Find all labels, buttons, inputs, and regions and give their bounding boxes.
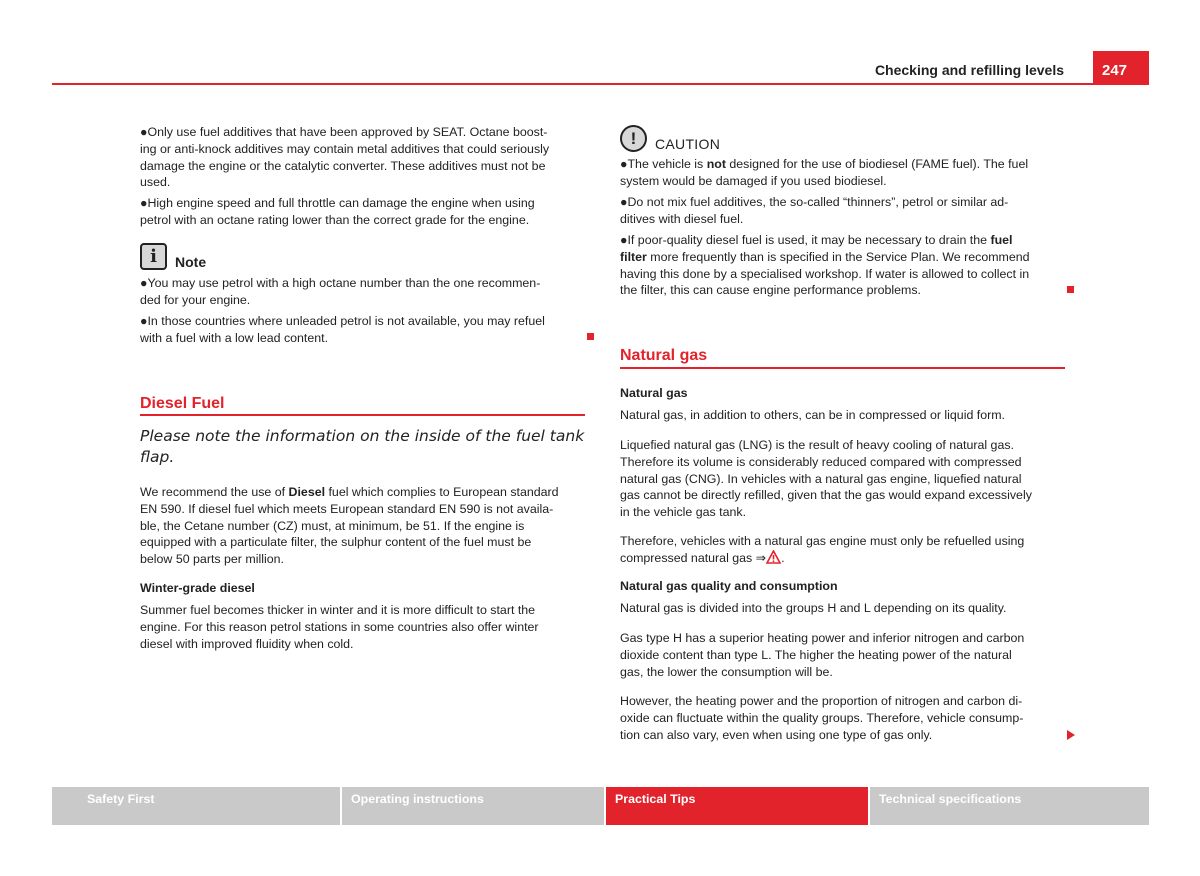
section-title-natural-gas: Natural gas [620, 347, 708, 364]
paragraph: However, the heating power and the proportion of nitrogen and carbon di- oxide can fluctuate within the quality groups. Therefore, vehicle consump- tion can also vary, even when using one type of gas only. [620, 694, 1024, 742]
caution-heading [620, 125, 720, 152]
subheading: Natural gas [620, 386, 688, 400]
section-end-marker [587, 333, 594, 340]
note-title: Note [175, 253, 207, 270]
list-item: ●Only use fuel additives that have been approved by SEAT. Octane boost- ing or anti-knock additives may contain metal additives that could seriously damage the engine or the catalytic converter. These additives must not be used. [140, 125, 550, 190]
paragraph: Gas type H has a superior heating power and inferior nitrogen and carbon dioxide content than type L. The higher the heating power of the natural gas, the lower the consumption will be. [620, 631, 1025, 679]
tab-safety-first[interactable]: Safety First [52, 787, 340, 825]
note-heading [140, 243, 206, 270]
page-number: 247 [1093, 51, 1149, 85]
list-item: ●Do not mix fuel additives, the so-called “thinners”, petrol or similar ad- ditives with diesel fuel. [620, 195, 1009, 226]
tab-technical-specifications[interactable]: Technical specifications [870, 787, 1149, 825]
continue-arrow-icon [1067, 730, 1075, 740]
list-item: ●High engine speed and full throttle can damage the engine when using petrol with an octane rating lower than the correct grade for the engine. [140, 196, 535, 227]
paragraph: Liquefied natural gas (LNG) is the result of heavy cooling of natural gas. Therefore its volume is considerably reduced compared with compressed natural gas (CNG). In vehicles with a natural gas engine, liquefied natural gas cannot be directly refilled, given that the gas would expand excessively in the vehicle gas tank. [620, 438, 1032, 520]
tab-practical-tips[interactable]: Practical Tips [606, 787, 868, 825]
running-header-title: Checking and refilling levels [874, 62, 1064, 78]
section-title-diesel: Diesel Fuel [140, 395, 225, 412]
exclamation-icon: ! [620, 125, 647, 152]
caution-title: CAUTION [655, 135, 721, 152]
paragraph: Therefore, vehicles with a natural gas engine must only be refuelled using compressed natural gas ⇒ . [620, 534, 1025, 565]
section-rule [140, 414, 585, 416]
header-rule [52, 83, 1149, 85]
paragraph: Summer fuel becomes thicker in winter and it is more difficult to start the engine. For this reason petrol stations in some countries also offer winter diesel with improved fluidity when cold. [140, 603, 539, 651]
section-end-marker [1067, 286, 1074, 293]
warning-triangle-icon [766, 550, 781, 564]
list-item: ●In those countries where unleaded petrol is not available, you may refuel with a fuel with a low lead content. [140, 314, 545, 345]
subheading: Winter-grade diesel [140, 581, 255, 595]
list-item: ●The vehicle is not designed for the use of biodiesel (FAME fuel). The fuel system would be damaged if you used biodiesel. [620, 157, 1029, 188]
paragraph: We recommend the use of Diesel fuel which complies to European standard EN 590. If diesel fuel which meets European standard EN 590 is not availa- ble, the Cetane number (CZ) must, at minimum, be 51. If the engine is equipped with a particulate filter, the sulphur content of the fuel must be below 50 parts per million. [140, 485, 559, 567]
section-intro: Please note the information on the inside of the fuel tank flap. [140, 427, 585, 466]
tab-operating-instructions[interactable]: Operating instructions [342, 787, 604, 825]
subheading: Natural gas quality and consumption [620, 579, 838, 593]
footer-tabs [52, 787, 1149, 825]
section-rule [620, 367, 1065, 369]
paragraph: Natural gas, in addition to others, can be in compressed or liquid form. [620, 408, 1005, 422]
paragraph: Natural gas is divided into the groups H and L depending on its quality. [620, 601, 1007, 615]
list-item: ●You may use petrol with a high octane number than the one recommen- ded for your engine. [140, 276, 541, 307]
list-item: ●If poor-quality diesel fuel is used, it may be necessary to drain the fuel filter more frequently than is specified in the Service Plan. We recommend having this done by a specialised workshop. If water is allowed to collect in the filter, this can cause engine performance problems. [620, 233, 1030, 298]
info-icon: i [140, 243, 167, 270]
